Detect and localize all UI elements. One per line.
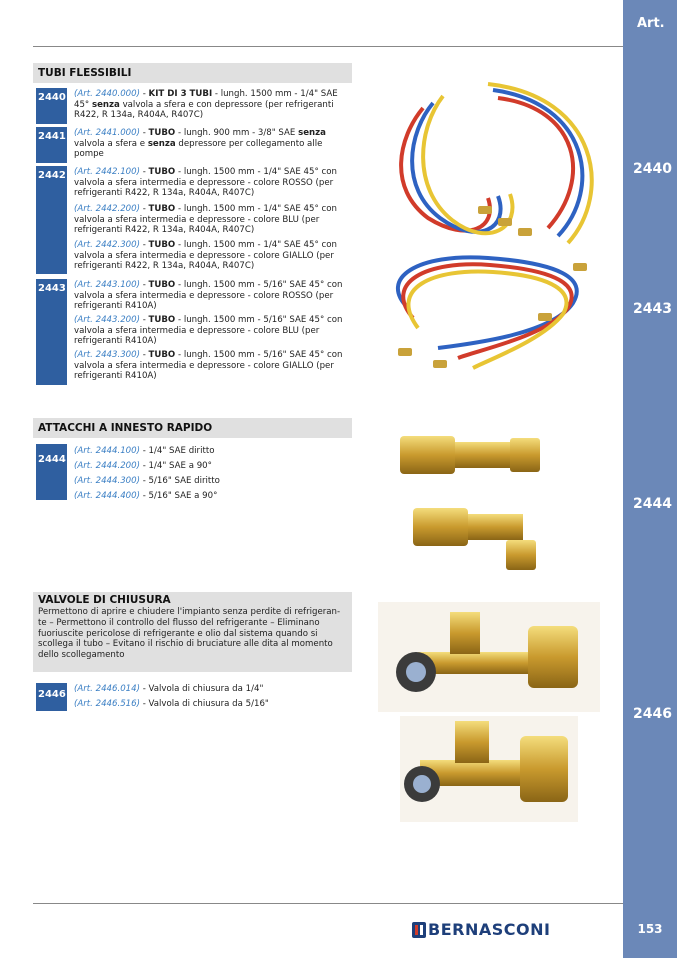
item-text: - lungh. 1500 mm - 5/16" SAE 45° con valvola a sfera intermedia e depressore - colore BLU (per refrigeranti R410A) bbox=[74, 315, 343, 347]
item-name: TUBO bbox=[148, 128, 176, 138]
item-ref: (Art. 2442.200) bbox=[74, 204, 140, 214]
item-ref: (Art. 2443.100) bbox=[74, 280, 140, 290]
item-bold: senza bbox=[147, 138, 176, 149]
item-ref: (Art. 2446.014) bbox=[74, 684, 140, 694]
sidebar-code-2446: 2446 bbox=[633, 706, 672, 722]
item-text: - 1/4" SAE a 90° bbox=[139, 461, 212, 471]
sidebar-code-2443: 2443 bbox=[633, 301, 672, 317]
item-ref: (Art. 2444.300) bbox=[74, 476, 140, 486]
item-text: - 1/4" SAE diritto bbox=[139, 446, 215, 456]
item-text: - lungh. 1500 mm - 1/4" SAE 45° bbox=[74, 89, 338, 110]
page-number: 153 bbox=[637, 922, 663, 936]
section-title-valvole: VALVOLE DI CHIUSURA bbox=[33, 592, 352, 608]
item-ref: (Art. 2444.200) bbox=[74, 461, 140, 471]
item-ref: (Art. 2442.100) bbox=[74, 167, 140, 177]
item-2444-300 bbox=[74, 476, 354, 487]
item-bold: senza bbox=[91, 99, 120, 110]
hoses-image bbox=[378, 78, 608, 378]
code-2440: 2440 bbox=[36, 88, 67, 124]
brand-mark-icon bbox=[412, 920, 426, 940]
item-ref: (Art. 2441.000) bbox=[74, 128, 140, 138]
item-2446-014 bbox=[74, 684, 354, 695]
item-2443-300 bbox=[74, 350, 354, 382]
item-sep: - bbox=[139, 240, 149, 250]
brand-logo bbox=[412, 920, 582, 940]
item-sep: - bbox=[139, 315, 149, 325]
item-text: valvola a sfera e bbox=[74, 138, 148, 149]
sidebar-code-2440: 2440 bbox=[633, 161, 672, 177]
section-title-attacchi: ATTACCHI A INNESTO RAPIDO bbox=[33, 418, 352, 438]
sidebar-code-2444: 2444 bbox=[633, 496, 672, 512]
code-2443: 2443 bbox=[36, 279, 67, 385]
item-sep: - bbox=[139, 128, 149, 138]
item-name: TUBO bbox=[148, 350, 176, 360]
item-2440-000 bbox=[74, 89, 354, 121]
item-2443-100 bbox=[74, 280, 354, 312]
item-text: - Valvola di chiusura da 1/4" bbox=[139, 684, 264, 694]
item-text: - 5/16" SAE a 90° bbox=[139, 491, 218, 501]
code-2442: 2442 bbox=[36, 166, 67, 274]
item-bold: senza bbox=[298, 128, 326, 138]
item-text: valvola a sfera e con depressore (per refrigeranti R422, R 134a, R404A, R407C) bbox=[74, 99, 334, 121]
item-name: TUBO bbox=[148, 315, 176, 325]
code-2441: 2441 bbox=[36, 127, 67, 163]
sidebar-header: Art. bbox=[637, 16, 665, 31]
quick-coupling-image bbox=[398, 428, 553, 583]
code-2446: 2446 bbox=[36, 683, 67, 711]
item-2441-000 bbox=[74, 128, 354, 160]
item-text: - lungh. 1500 mm - 5/16" SAE 45° con valvola a sfera intermedia e depressore - colore GIALLO (per refrigeranti R410A) bbox=[74, 350, 343, 382]
item-text: - lungh. 1500 mm - 5/16" SAE 45° con valvola a sfera intermedia e depressore - colore ROSSO (per refrigeranti R410A) bbox=[74, 280, 343, 312]
item-name: TUBO bbox=[148, 280, 176, 290]
item-sep: - bbox=[139, 89, 149, 99]
item-text: - lungh. 1500 mm - 1/4" SAE 45° con valvola a sfera intermedia e depressore - colore GIALLO (per refrigeranti R422, R 134a, R404A, R407C) bbox=[74, 240, 337, 272]
code-2444: 2444 bbox=[36, 444, 67, 500]
section-title-tubi: TUBI FLESSIBILI bbox=[33, 63, 352, 83]
item-text: depressore per collegamento alle pompe bbox=[74, 138, 323, 160]
item-2444-400 bbox=[74, 491, 354, 502]
item-text: - Valvola di chiusura da 5/16" bbox=[139, 699, 269, 709]
bottom-divider bbox=[33, 903, 623, 904]
item-sep: - bbox=[139, 280, 149, 290]
item-2443-200 bbox=[74, 315, 354, 347]
item-text: - lungh. 1500 mm - 1/4" SAE 45° con valvola a sfera intermedia e depressore - colore BLU (per refrigeranti R422, R 134a, R404A, R407C) bbox=[74, 204, 337, 236]
item-text: - lungh. 1500 mm - 1/4" SAE 45° con valvola a sfera intermedia e depressore - colore ROSSO (per refrigeranti R422, R 134a, R404A, R407C) bbox=[74, 167, 337, 199]
item-2442-100 bbox=[74, 167, 354, 199]
shutoff-valve-14-image bbox=[378, 602, 600, 712]
top-divider bbox=[33, 46, 623, 47]
section-description: Permettono di aprire e chiudere l'impianto senza perdite di refrigeran- te – Permettono il controllo del flusso del refrigerante – Eliminano fuoriuscite pericolose di refrigerante e olio dal sistema quando si scollega il tubo – Evitano il rischio di bruciature alle dita al momento dello scollegamento bbox=[33, 606, 352, 672]
item-2444-100 bbox=[74, 446, 354, 457]
item-2442-200 bbox=[74, 204, 354, 236]
item-name: TUBO bbox=[148, 204, 176, 214]
item-name: KIT DI 3 TUBI bbox=[148, 89, 213, 99]
item-name: TUBO bbox=[148, 240, 176, 250]
shutoff-valve-516-image bbox=[400, 716, 578, 822]
item-ref: (Art. 2446.516) bbox=[74, 699, 140, 709]
item-sep: - bbox=[139, 350, 149, 360]
item-ref: (Art. 2442.300) bbox=[74, 240, 140, 250]
item-ref: (Art. 2443.300) bbox=[74, 350, 140, 360]
item-ref: (Art. 2443.200) bbox=[74, 315, 140, 325]
item-ref: (Art. 2444.400) bbox=[74, 491, 140, 501]
item-sep: - bbox=[139, 167, 149, 177]
item-2444-200 bbox=[74, 461, 354, 472]
item-text: - lungh. 900 mm - 3/8" SAE bbox=[175, 128, 299, 138]
item-text: - 5/16" SAE diritto bbox=[139, 476, 220, 486]
brand-name: BERNASCONI bbox=[428, 920, 551, 939]
item-ref: (Art. 2440.000) bbox=[74, 89, 140, 99]
sidebar bbox=[623, 0, 677, 958]
item-name: TUBO bbox=[148, 167, 176, 177]
item-sep: - bbox=[139, 204, 149, 214]
item-2442-300 bbox=[74, 240, 354, 272]
item-2446-516 bbox=[74, 699, 354, 710]
item-ref: (Art. 2444.100) bbox=[74, 446, 140, 456]
